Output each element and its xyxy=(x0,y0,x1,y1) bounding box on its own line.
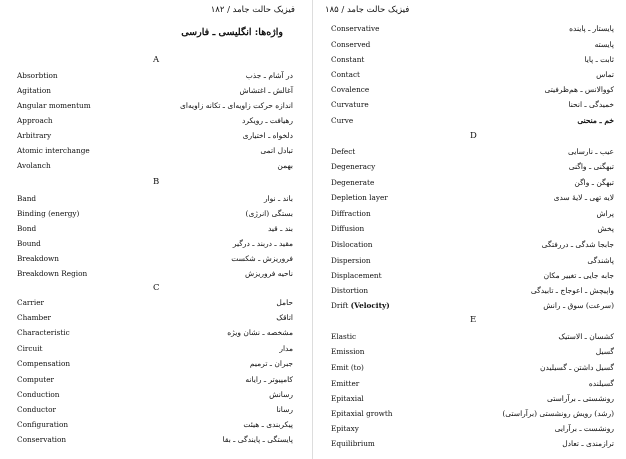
entry-term-fa: پایستگی ـ پایندگی ـ بقا xyxy=(222,435,293,444)
entry-term-en: Degenerate xyxy=(331,178,375,187)
entry-term-en: Agitation xyxy=(17,86,51,95)
entry-term-en-extra: (Velocity) xyxy=(350,301,390,310)
entry-term-fa: بند ـ قید xyxy=(267,224,293,233)
entry-term-fa: رونشستی ـ برآراستی xyxy=(546,394,614,403)
entry-term-en: Atomic interchange xyxy=(17,146,90,155)
right-page-header: فیزیک حالت جامد / ۱۸۵ xyxy=(325,5,410,15)
section-letter-c: C xyxy=(153,283,160,293)
entry-term-fa: آغالش ـ اغتشاش xyxy=(239,86,293,95)
entry-term-en: Dispersion xyxy=(331,256,371,265)
entry-term-en: Arbitrary xyxy=(17,131,52,140)
entry-term-fa: مقید ـ دربند ـ درگیر xyxy=(232,239,293,248)
entry-term-en: Angular momentum xyxy=(17,101,91,110)
entry-term-fa: واپیچش ـ اعوجاج ـ تابیدگی xyxy=(530,286,614,295)
entry-term-fa: باند ـ نوار xyxy=(263,194,293,203)
entry-term-en: Diffusion xyxy=(331,224,365,233)
entry-term-en: Defect xyxy=(331,147,356,156)
entry-term-en: Emitter xyxy=(331,379,360,388)
entry-term-en: Conservation xyxy=(17,435,67,444)
glossary-title: واژه‌ها: انگلیسی ـ فارسی xyxy=(181,27,283,38)
entry-term-fa: تبهگن ـ واگن xyxy=(574,178,614,187)
entry-term-fa: تبادل اتمی xyxy=(260,146,293,155)
entry-term-en: Covalence xyxy=(331,85,370,94)
entry-term-en: Constant xyxy=(331,55,365,64)
entry-term-en: Elastic xyxy=(331,332,357,341)
entry-term-en: Emit (to) xyxy=(331,363,364,372)
entry-term-fa: (رشد) رویش رونشستی (برآراستی) xyxy=(502,409,614,418)
entry-term-fa: جبران ـ ترمیم xyxy=(249,359,293,368)
entry-term-en: Computer xyxy=(17,375,55,384)
entry-term-en: Carrier xyxy=(17,298,45,307)
entry-term-en: Configuration xyxy=(17,420,69,429)
left-page-header: ۱۸۲ / فیزیک حالت جامد xyxy=(210,5,295,15)
entry-term-fa: مشخصه ـ نشان ویژه xyxy=(227,328,293,337)
entry-term-fa: حامل xyxy=(276,298,293,307)
entry-term-en: Degeneracy xyxy=(331,162,376,171)
entry-term-fa: گسیل xyxy=(595,347,614,356)
section-letter-a: A xyxy=(153,55,160,65)
entry-term-fa: کشسان ـ الاستیک xyxy=(558,332,614,341)
entry-term-en: Band xyxy=(17,194,37,203)
entry-term-fa: ناحیه فروریزش xyxy=(244,269,293,278)
entry-term-en: Conserved xyxy=(331,40,371,49)
entry-term-en: Circuit xyxy=(17,344,43,353)
entry-term-en: Curvature xyxy=(331,100,369,109)
entry-term-en: Conservative xyxy=(331,24,380,33)
entry-term-fa: رسانا xyxy=(276,405,293,414)
entry-term-en: Compensation xyxy=(17,359,71,368)
section-letter-b: B xyxy=(153,177,160,187)
entry-term-en: Dislocation xyxy=(331,240,373,249)
entry-term-fa: بهمن xyxy=(277,161,293,170)
entry-term-fa: گسیلنده xyxy=(588,379,614,388)
entry-term-fa: رسانش xyxy=(269,390,293,399)
entry-term-fa: خم ـ منحنی xyxy=(577,116,614,125)
entry-term-fa: پایسته xyxy=(594,40,614,49)
entry-term-en: Emission xyxy=(331,347,365,356)
entry-term-fa: دلخواه ـ اختیاری xyxy=(242,131,293,140)
entry-term-en: Approach xyxy=(17,116,53,125)
entry-term-fa: پاشندگی xyxy=(587,256,614,265)
entry-term-fa: فروریزش ـ شکست xyxy=(231,254,293,263)
entry-term-en: Contact xyxy=(331,70,360,79)
entry-term-fa: تبهگنی ـ واگنی xyxy=(568,162,614,171)
entry-term-fa: عیب ـ نارسایی xyxy=(568,147,614,156)
entry-term-en: Distortion xyxy=(331,286,369,295)
entry-term-en: Diffraction xyxy=(331,209,371,218)
entry-term-en: Breakdown xyxy=(17,254,59,263)
entry-term-fa: جابه جایی ـ تغییر مکان xyxy=(543,271,614,280)
entry-term-fa: جابجا شدگی ـ دررفتگی xyxy=(541,240,614,249)
entry-term-en: Avolanch xyxy=(17,161,51,170)
entry-term-en: Epitaxial growth xyxy=(331,409,393,418)
entry-term-fa: مدار xyxy=(279,344,293,353)
entry-term-en: Equilibrium xyxy=(331,439,375,448)
entry-term-en: Bound xyxy=(17,239,41,248)
entry-term-en: Absorbtion xyxy=(17,71,58,80)
entry-term-fa: پخش xyxy=(597,224,614,233)
entry-term-en: Displacement xyxy=(331,271,382,280)
entry-term-fa: رهیافت ـ رویکرد xyxy=(242,116,293,125)
entry-term-fa: اندازه حرکت زاویه‌ای ـ تکانه زاویه‌ای xyxy=(180,101,293,110)
entry-term-fa: پایستار ـ پاینده xyxy=(569,24,614,33)
entry-term-fa: در آشام ـ جذب xyxy=(245,71,293,80)
section-letter-d: D xyxy=(470,131,477,141)
entry-term-fa: پراش xyxy=(596,209,614,218)
entry-term-fa: کووالانس ـ هم‌ظرفیتی xyxy=(544,85,614,94)
entry-term-en: Conduction xyxy=(17,390,60,399)
entry-term-fa: لایه تهی ـ لایهٔ سدی xyxy=(553,193,614,202)
entry-term-fa: اتاقک xyxy=(276,313,293,322)
entry-term-en: Conductor xyxy=(17,405,56,414)
entry-term-fa: بستگی (انرژی) xyxy=(245,209,293,218)
entry-term-fa: گسیل داشتن ـ گسیلیدن xyxy=(540,363,614,372)
right-page xyxy=(313,0,626,459)
entry-term-fa: خمیدگی ـ انحنا xyxy=(568,100,614,109)
entry-term-en: Binding (energy) xyxy=(17,209,80,218)
section-letter-e: E xyxy=(470,315,477,325)
entry-term-fa: کامپیوتر ـ رایانه xyxy=(245,375,293,384)
entry-term-en: Bond xyxy=(17,224,37,233)
entry-term-fa: ترازمندی ـ تعادل xyxy=(562,439,614,448)
entry-term-en: Characteristic xyxy=(17,328,70,337)
entry-term-fa: (سرعت) سوق ـ رانش xyxy=(543,301,614,310)
entry-term-en xyxy=(331,301,390,310)
entry-term-en: Chamber xyxy=(17,313,52,322)
entry-term-en: Epitaxy xyxy=(331,424,359,433)
entry-term-en: Epitaxial xyxy=(331,394,364,403)
entry-term-en: Depletion layer xyxy=(331,193,388,202)
entry-term-en-main: Drift xyxy=(331,301,349,310)
entry-term-en: Breakdown Region xyxy=(17,269,88,278)
entry-term-fa: رونشست ـ برآرایی xyxy=(554,424,614,433)
entry-term-fa: پیکربندی ـ هیئت xyxy=(243,420,293,429)
entry-term-en: Curve xyxy=(331,116,354,125)
entry-term-fa: ثابت ـ پایا xyxy=(584,55,614,64)
entry-term-fa: تماس xyxy=(596,70,614,79)
